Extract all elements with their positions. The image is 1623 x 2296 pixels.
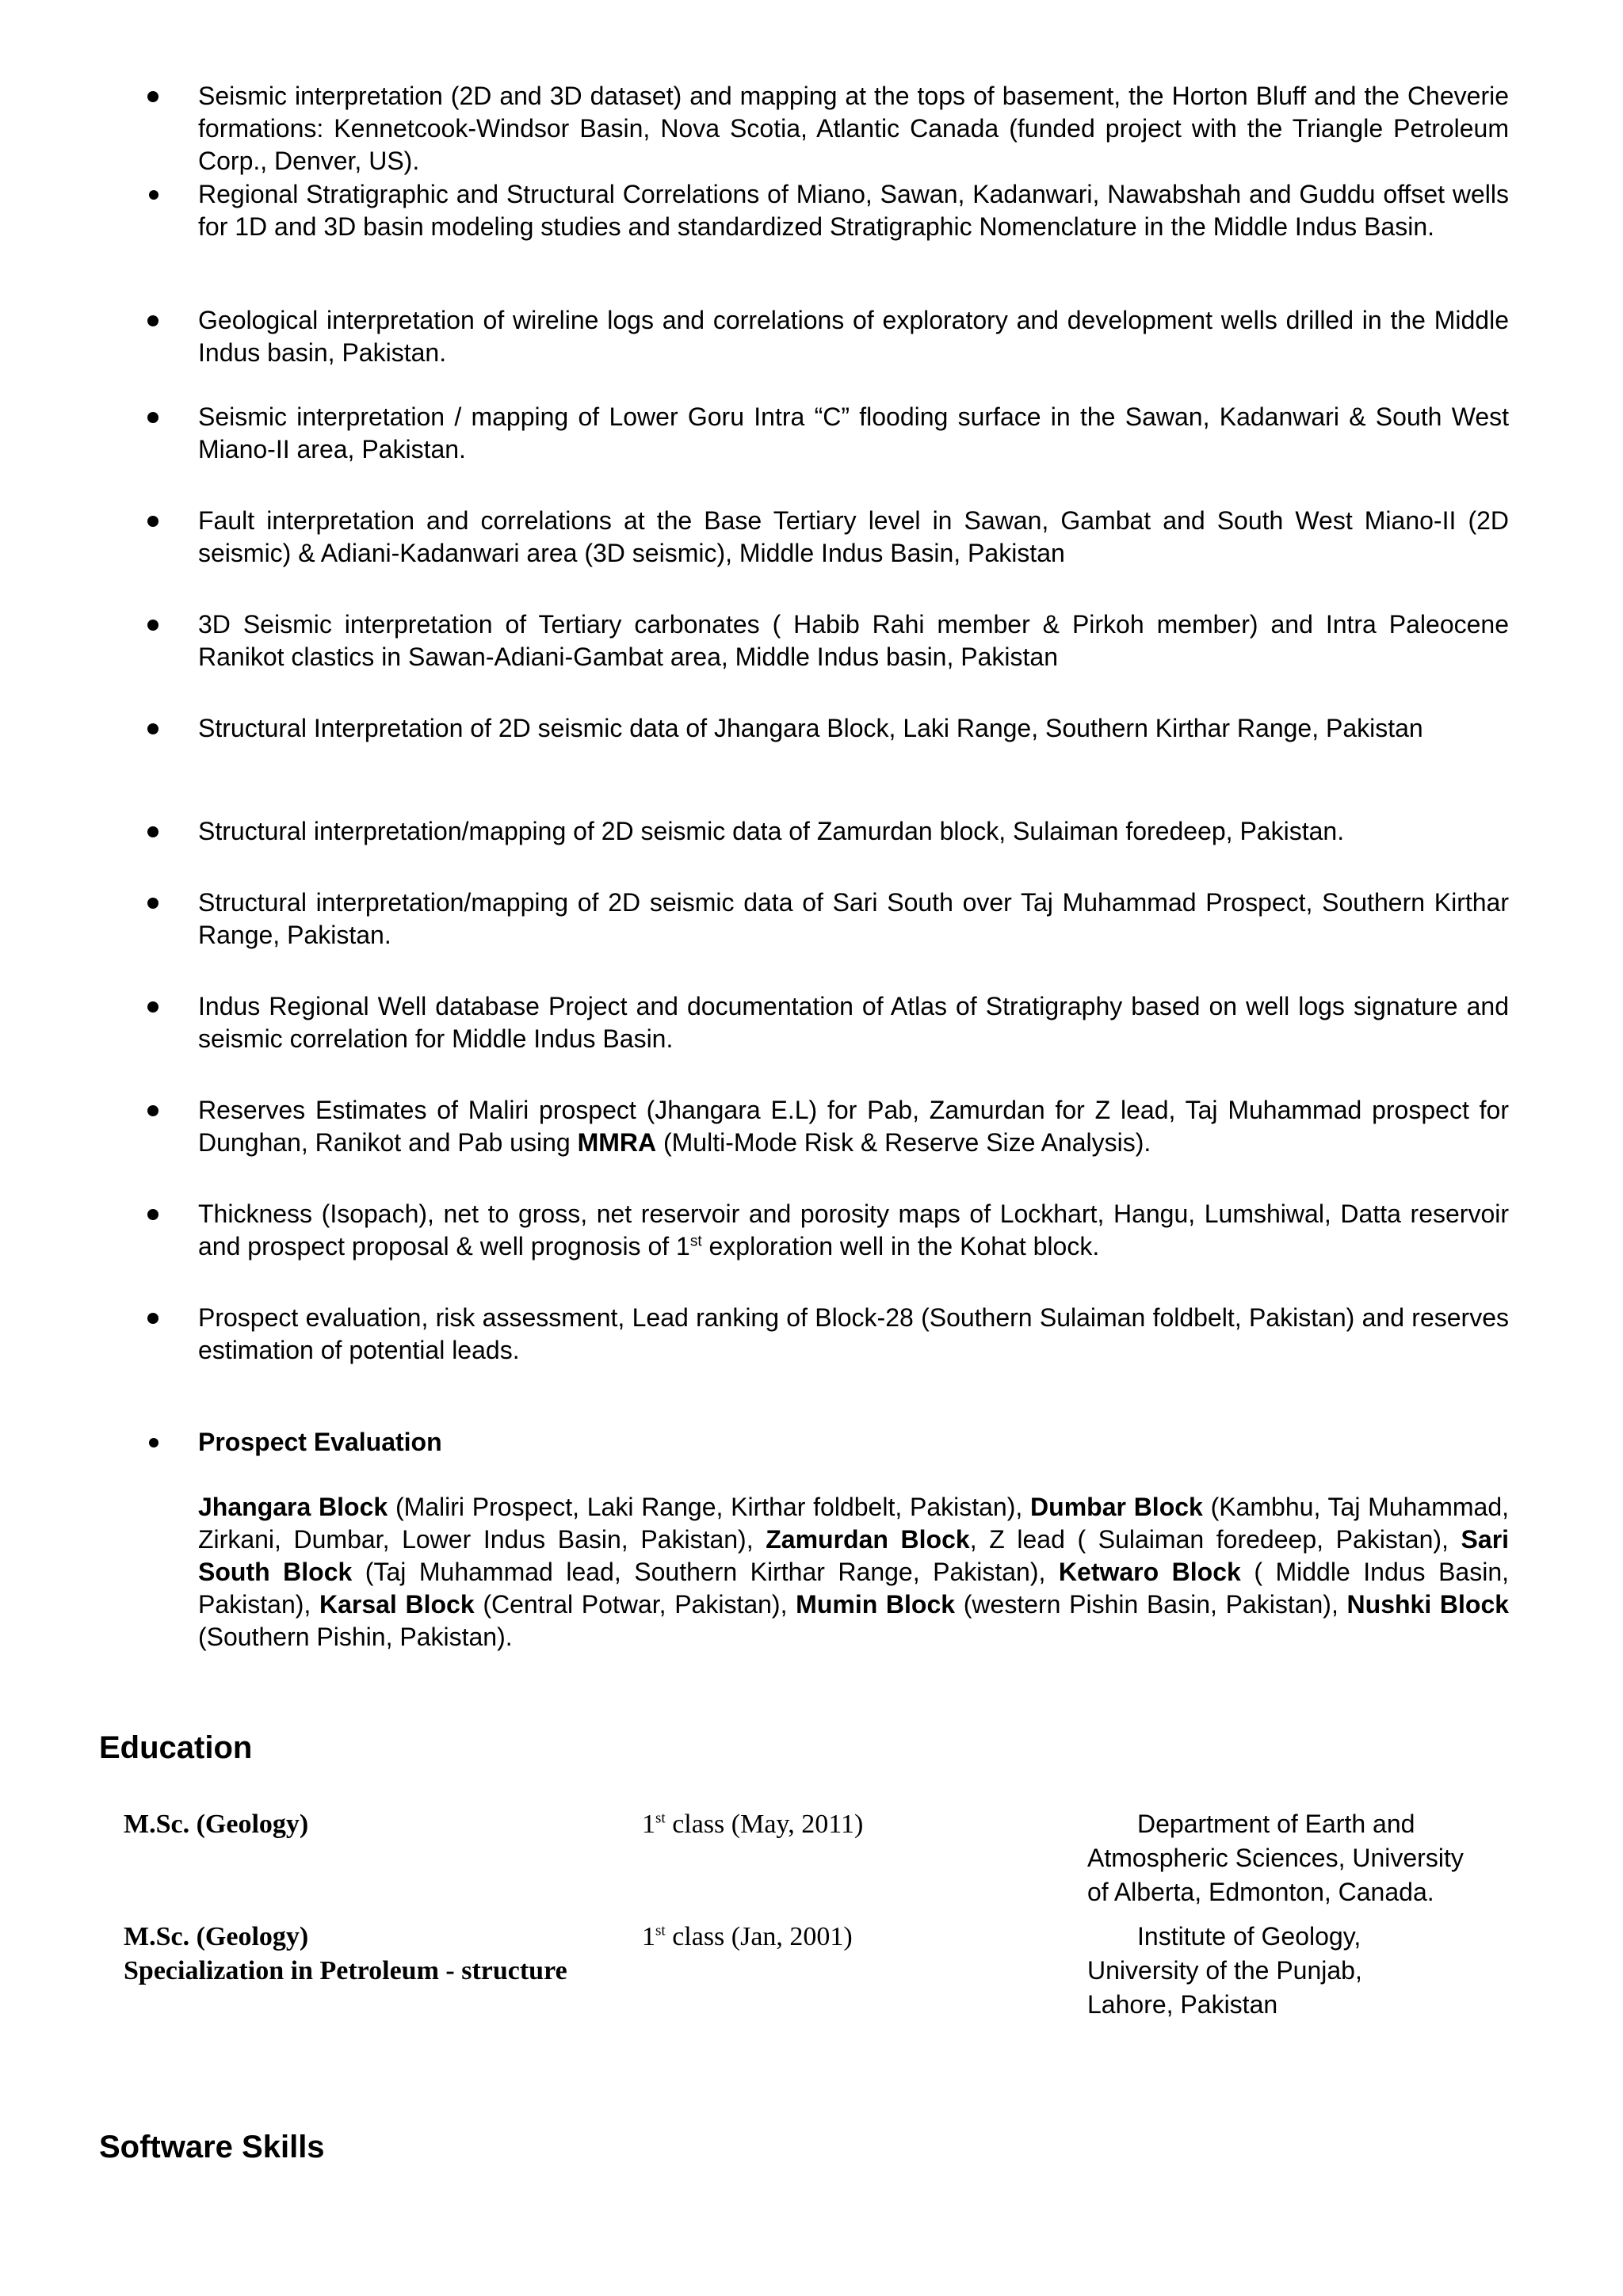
list-item: Geological interpretation of wireline logs and correlations of exploratory and development wells drilled in the Middle Indus basin, Pakistan. bbox=[198, 306, 1509, 367]
list-item: Fault interpretation and correlations at the Base Tertiary level in Sawan, Gambat and South West Miano-II (2D seismic) & Adiani-Kadanwari area (3D seismic), Middle Indus Basin, Pakistan bbox=[198, 506, 1509, 567]
bullet-icon bbox=[147, 620, 158, 631]
list-item: Structural Interpretation of 2D seismic data of Jhangara Block, Laki Range, Southern Kirthar Range, Pakistan bbox=[198, 714, 1423, 742]
bullet-icon bbox=[149, 190, 158, 200]
list-item: Regional Stratigraphic and Structural Correlations of Miano, Sawan, Kadanwari, Nawabshah and Guddu offset wells for 1D and 3D basin modeling studies and standardized Stratigraphic Nomenclature in the Middle Indus Basin. bbox=[198, 180, 1509, 241]
prospect-evaluation-title: Prospect Evaluation bbox=[198, 1428, 442, 1456]
bullet-icon bbox=[147, 516, 158, 527]
bullet-icon bbox=[147, 91, 158, 102]
bullet-icon bbox=[147, 1105, 158, 1116]
bullet-icon bbox=[147, 1313, 158, 1324]
prospect-evaluation-text: Jhangara Block (Maliri Prospect, Laki Range, Kirthar foldbelt, Pakistan), Dumbar Block (Kambhu, Taj Muhammad, Zirkani, Dumbar, Lower Indus Basin, Pakistan), Zamurdan Block, Z lead ( Sulaiman foredeep, Pakistan), Sari South Block (Taj Muhammad lead, Southern Kirthar Range, Pakistan), Ketwaro Block ( Middle Indus Basin, Pakistan), Karsal Block (Central Potwar, Pakistan), Mumin Block (western Pishin Basin, Pakistan), Nushki Block (Southern Pishin, Pakistan). bbox=[198, 1493, 1510, 1651]
institution-2: Institute of Geology, University of the Punjab, Lahore, Pakistan bbox=[1087, 1922, 1362, 2019]
specialization-2: Specialization in Petroleum - structure bbox=[124, 1956, 567, 1985]
institution-1: Department of Earth and Atmospheric Sciences, University of Alberta, Edmonton, Canada. bbox=[1087, 1810, 1464, 1906]
list-item: Reserves Estimates of Maliri prospect (Jhangara E.L) for Pab, Zamurdan for Z lead, Taj Muhammad prospect for Dunghan, Ranikot and Pab using MMRA (Multi-Mode Risk & Reserve Size Analysis). bbox=[198, 1096, 1509, 1157]
education-heading: Education bbox=[99, 1730, 253, 1765]
bullet-icon bbox=[147, 1209, 158, 1220]
class-2: 1st class (Jan, 2001) bbox=[642, 1922, 853, 1951]
list-item: Prospect evaluation, risk assessment, Lead ranking of Block-28 (Southern Sulaiman foldbelt, Pakistan) and reserves estimation of potential leads. bbox=[198, 1303, 1509, 1364]
list-item: Thickness (Isopach), net to gross, net reservoir and porosity maps of Lockhart, Hangu, Lumshiwal, Datta reservoir and prospect proposal & well prognosis of 1st exploration well in the Kohat block. bbox=[198, 1199, 1509, 1261]
list-item: Seismic interpretation (2D and 3D dataset) and mapping at the tops of basement, the Horton Bluff and the Cheverie formations: Kennetcook-Windsor Basin, Nova Scotia, Atlantic Canada (funded project with the Triangle Petroleum Corp., Denver, US). bbox=[198, 82, 1509, 175]
bullet-icon bbox=[147, 315, 158, 326]
list-item: Structural interpretation/mapping of 2D seismic data of Sari South over Taj Muhammad Prospect, Southern Kirthar Range, Pakistan. bbox=[198, 888, 1509, 949]
bullet-icon bbox=[147, 826, 158, 837]
software-skills-heading: Software Skills bbox=[99, 2130, 325, 2164]
degree-1: M.Sc. (Geology) bbox=[124, 1810, 309, 1839]
class-1: 1st class (May, 2011) bbox=[642, 1810, 864, 1839]
degree-2: M.Sc. (Geology) bbox=[124, 1922, 309, 1951]
list-item: Indus Regional Well database Project and documentation of Atlas of Stratigraphy based on well logs signature and seismic correlation for Middle Indus Basin. bbox=[198, 992, 1509, 1053]
bullet-icon bbox=[147, 898, 158, 909]
list-item: Seismic interpretation / mapping of Lower Goru Intra “C” flooding surface in the Sawan, Kadanwari & South West Miano-II area, Pakistan. bbox=[198, 402, 1509, 463]
bullet-icon bbox=[147, 412, 158, 423]
bullet-icon bbox=[147, 1001, 158, 1013]
mmra-bold: MMRA bbox=[577, 1128, 657, 1157]
bullet-icon bbox=[149, 1438, 158, 1447]
bullet-icon bbox=[147, 723, 158, 734]
list-item: 3D Seismic interpretation of Tertiary carbonates ( Habib Rahi member & Pirkoh member) and Intra Paleocene Ranikot clastics in Sawan-Adiani-Gambat area, Middle Indus basin, Pakistan bbox=[198, 610, 1509, 671]
list-item: Structural interpretation/mapping of 2D seismic data of Zamurdan block, Sulaiman foredeep, Pakistan. bbox=[198, 817, 1345, 845]
